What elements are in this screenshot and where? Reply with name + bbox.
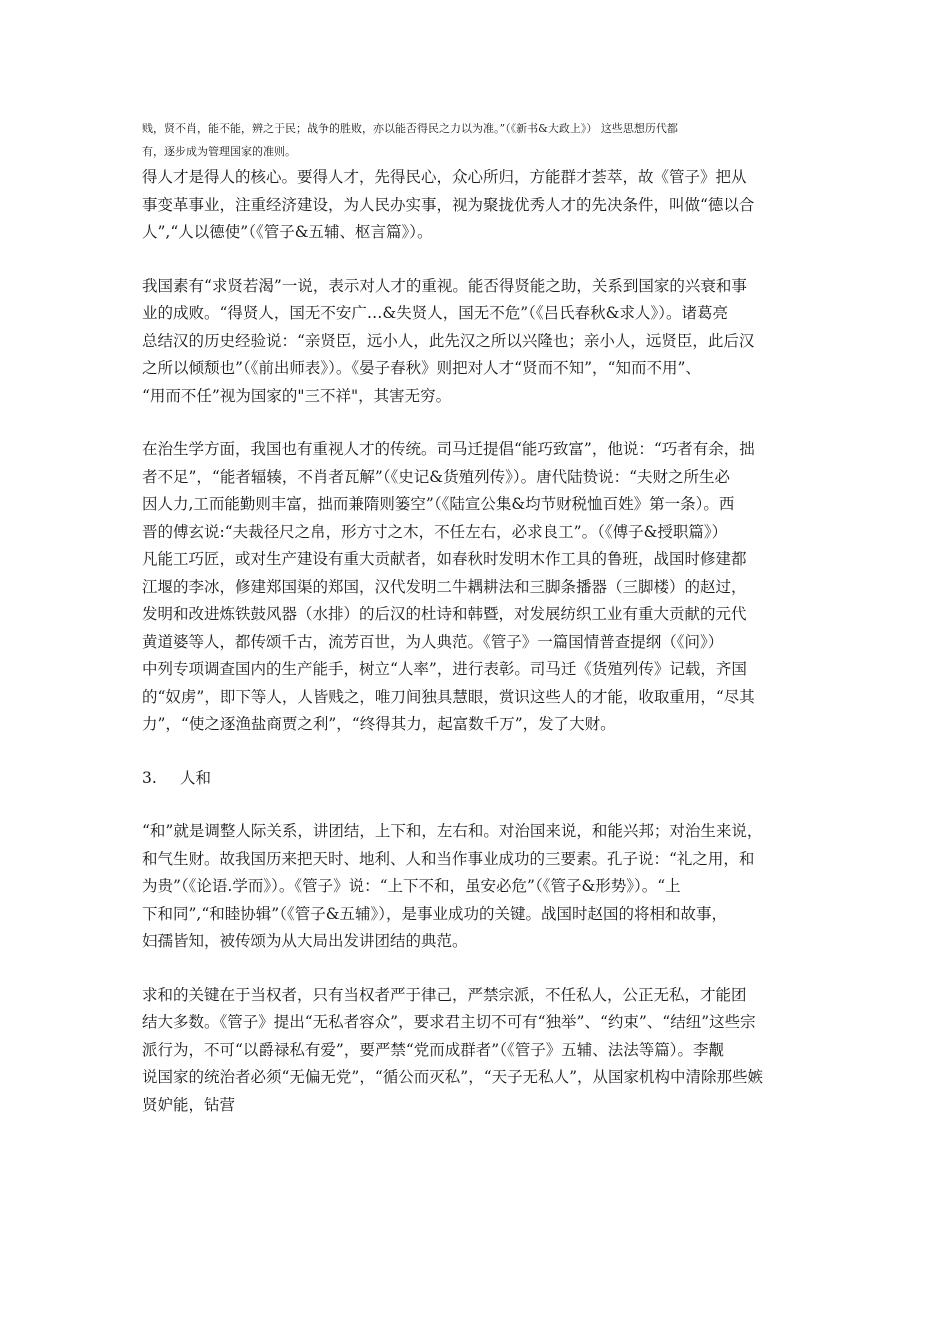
paragraph-2 [142, 273, 810, 411]
text-line: 的“奴虏”，即下等人，人皆贱之，唯刀间独具慧眼，赏识这些人的才能，收取重用，“尽其 [142, 687, 755, 706]
text-line: 晋的傅玄说:“夫裁径尺之帛，形方寸之木，不任左右，必求良工”。（《傅子&授职篇》） [142, 522, 728, 541]
text-line: 说国家的统治者必须“无偏无党”，“循公而灭私”，“天子无私人”，从国家机构中清除那些嫉 [142, 1068, 764, 1086]
text-line: 者不足”，“能者辐辏，不肖者瓦解”（《史记&货殖列传》）。唐代陆贽说：“夫财之所生必 [142, 467, 730, 486]
text-line: 业的成败。“得贤人，国无不安广…&失贤人，国无不危”（《吕氏春秋&求人》）。诸葛亮 [142, 304, 728, 322]
paragraph-3 [142, 436, 810, 739]
text-line: 派行为，不可“以爵禄私有爱”，要严禁“党而成群者”（《管子》五辅、法法等篇）。李觏 [142, 1040, 724, 1059]
text-line: 我国素有“求贤若渴”一说，表示对人才的重视。能否得贤能之助，关系到国家的兴衰和事 [142, 276, 747, 295]
paragraph-4 [142, 818, 810, 956]
section-heading [142, 765, 810, 793]
text-line: 下和同”,“和睦协辑”（《管子&五辅》），是事业成功的关键。战国时赵国的将相和故事， [142, 904, 727, 923]
text-line: 力”，“使之逐渔盐商贾之利”，“终得其力，起富数千万”，发了大财。 [142, 715, 616, 733]
text-line: “用而不任”视为国家的"三不祥"，其害无穷。 [142, 386, 452, 405]
text-line: 因人力,工而能勤则丰富，拙而兼隋则篓空”（《陆宣公集&均节财税恤百姓》第一条）。西 [142, 495, 735, 513]
text-line: 事变革事业，注重经济建设，为人民办实事，视为聚拢优秀人才的先决条件，叫做“德以合 [142, 195, 755, 214]
text-line: 结大多数。《管子》提出“无私者容众”，要求君主切不可有“独举”、“约束”、“结纽”这些宗 [142, 1013, 756, 1031]
document-page [142, 116, 810, 1119]
text-line: 凡能工巧匠，或对生产建设有重大贡献者，如春秋时发明木作工具的鲁班，战国时修建都 [142, 550, 747, 568]
text-line: 得人才是得人的核心。要得人才，先得民心，众心所归，方能群才荟萃，故《管子》把从 [142, 168, 747, 186]
text-line: 在治生学方面，我国也有重视人才的传统。司马迁提倡“能巧致富”，他说：“巧者有余，拙 [142, 440, 755, 458]
text-line: 求和的关键在于当权者，只有当权者严于律己，严禁宗派，不任私人，公正无私，才能团 [142, 985, 747, 1004]
text-line: 妇孺皆知，被传颂为从大局出发讲团结的典范。 [142, 932, 468, 950]
text-line: 之所以倾颓也”（《前出师表》）。《晏子春秋》则把对人才“贤而不知”，“知而不用”、 [142, 359, 701, 377]
text-line: “和”就是调整人际关系，讲团结，上下和，左右和。对治国来说，和能兴邦；对治生来说， [142, 822, 763, 840]
text-line: 人”,“人以德使”（《管子&五辅、枢言篇》）。 [142, 223, 433, 241]
fragment-line-1: 贱，贤不肖，能不能，辨之于民；战争的胜败，亦以能否得民之力以为准。”（《新书&大政上》） 这些思想历代都 [142, 122, 678, 135]
text-line: 为贵”（《论语.学而》）。《管子》说：“上下不和，虽安必危”（《管子&形势》）。“上 [142, 877, 681, 895]
paragraph-5 [142, 982, 810, 1120]
text-line: 中列专项调查国内的生产能手，树立“人率”，进行表彰。司马迁《货殖列传》记载，齐国 [142, 660, 747, 678]
text-line: 发明和改进炼铁鼓风器（水排）的后汉的杜诗和韩暨，对发展纺织工业有重大贡献的元代 [142, 605, 747, 623]
section-title: 人和 [180, 768, 212, 787]
text-line: 总结汉的历史经验说：“亲贤臣，远小人，此先汉之所以兴隆也；亲小人，远贤臣，此后汉 [142, 331, 755, 350]
text-line: 贤妒能，钻营 [142, 1095, 236, 1114]
text-line: 和气生财。故我国历来把天时、地利、人和当作事业成功的三要素。孔子说：“礼之用，和 [142, 849, 755, 868]
fragment-line-2: 有，逐步成为管理国家的准则。 [142, 145, 296, 158]
section-number: 3. [142, 768, 157, 787]
text-line: 黄道婆等人，都传颂千古，流芳百世，为人典范。《管子》一篇国情普查提纲（《问》） [142, 632, 724, 651]
text-line: 江堰的李冰，修建郑国渠的郑国，汉代发明二牛耦耕法和三脚条播器（三脚楼）的赵过， [142, 577, 747, 596]
paragraph-1 [142, 164, 810, 247]
